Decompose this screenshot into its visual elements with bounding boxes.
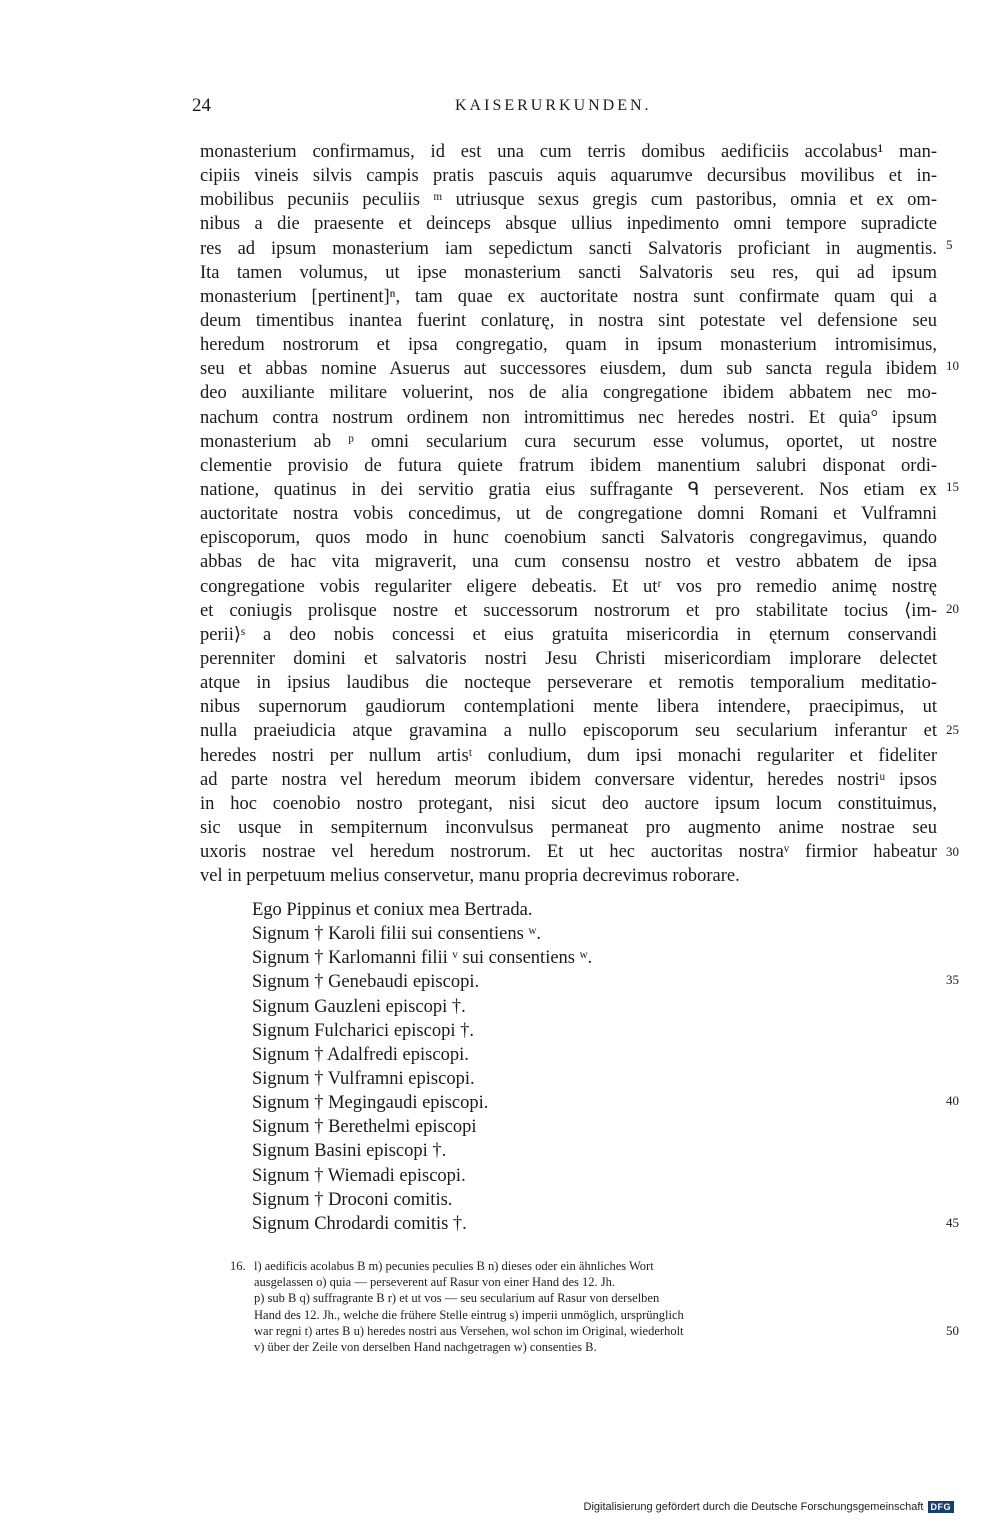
margin-line-number: 45 [946, 1215, 959, 1230]
margin-line-number: 20 [946, 601, 959, 616]
dfg-logo-icon: DFG [928, 1501, 955, 1513]
footnote-line: p) sub B q) suffragrante B r) et ut vos — seu secularium auf Rasur von derselben [254, 1291, 660, 1306]
signature-block [252, 898, 592, 1236]
signature-line: Signum † Genebaudi episcopi. [252, 972, 480, 993]
signature-line: Ego Pippinus et coniux mea Bertrada. [252, 900, 533, 920]
margin-line-number: 50 [946, 1323, 959, 1338]
signature-line: Signum † Vulframni episcopi. [252, 1068, 475, 1089]
signature-line: Signum Chrodardi comitis †. [252, 1213, 467, 1234]
signature-line: Signum † Megingaudi episcopi. [252, 1093, 489, 1114]
footnotes [230, 1258, 944, 1355]
footnote-document-tag: 16. [230, 1259, 246, 1273]
footnote-line: l) aedificis acolabus B m) pecunies peculies B n) dieses oder ein ähnliches Wort [254, 1259, 654, 1273]
body-line: heredum nostrorum et ipsa congregatio, quam in ipsum monasterium intromisimus, [200, 335, 937, 356]
body-line: seu et abbas nomine Asuerus aut successores eiusdem, dum sub sancta regula ibidem [200, 359, 937, 380]
signature-line: Signum † Berethelmi episcopi [252, 1117, 477, 1138]
margin-line-number: 40 [946, 1093, 959, 1108]
margin-line-number: 25 [946, 722, 959, 737]
footnote-line: v) über der Zeile von derselben Hand nachgetragen w) consenties B. [254, 1340, 597, 1355]
page-number: 24 [192, 95, 211, 116]
running-head: KAISERURKUNDEN. [455, 97, 652, 114]
body-line: mobilibus pecuniis peculiis ᵐ utriusque sexus gregis cum pastoribus, omnia et ex om- [200, 190, 937, 211]
signature-line: Signum Basini episcopi †. [252, 1141, 447, 1162]
body-line: cipiis vineis silvis campis pratis pascuis aquis aquarumve decursibus movilibus et in- [200, 166, 937, 187]
body-line: uxoris nostrae vel heredum nostrorum. Et ut hec auctoritas nostraᵛ firmior habeatur [200, 842, 937, 863]
body-line: sic usque in sempiternum inconvulsus permaneat pro augmento anime nostrae seu [200, 817, 937, 838]
body-line: heredes nostri per nullum artisᵗ conludium, dum ipsi monachi regulariter et fideliter [200, 745, 937, 766]
body-line: perii⟩ˢ a deo nobis concessi et eius gratuita misericordia in ęternum conservandi [200, 624, 937, 645]
body-line: episcoporum, quos modo in hunc coenobium sancti Salvatoris congregavimus, quando [200, 528, 937, 549]
signature-line: Signum † Droconi comitis. [252, 1189, 453, 1210]
body-line: monasterium ab ᵖ omni secularium cura securum esse volumus, oportet, ut nostre [200, 431, 937, 452]
signature-line: Signum † Karoli filii sui consentiens ʷ. [252, 924, 541, 945]
signature-line: Signum † Adalfredi episcopi. [252, 1044, 469, 1065]
body-line: nulla praeiudicia atque gravamina a nullo episcoporum seu secularium inferantur et [200, 721, 937, 742]
body-line: monasterium [pertinent]ⁿ, tam quae ex auctoritate nostra sunt confirmate quam qui a [200, 286, 937, 307]
body-line: perenniter domini et salvatoris nostri Jesu Christi misericordiam implorare delectet [200, 648, 937, 669]
margin-line-number: 5 [946, 237, 953, 252]
body-line: in hoc coenobio nostro protegant, nisi sicut deo auctore ipsum locum constituimus, [200, 793, 937, 814]
credit-text: Digitalisierung gefördert durch die Deutsche Forschungsgemeinschaft [583, 1501, 924, 1513]
body-line: ad parte nostra vel heredum meorum ibidem conversare videntur, heredes nostriᵘ ipsos [200, 769, 937, 790]
margin-line-number: 30 [946, 844, 959, 859]
body-line: natione, quatinus in dei servitio gratia eius suffragante ᑫ perseverent. Nos etiam ex [200, 479, 937, 500]
footnote-line: ausgelassen o) quia — perseverent auf Rasur von einer Hand des 12. Jh. [254, 1275, 616, 1290]
body-line: atque in ipsius laudibus die nocteque perseverare et remotis temporalium meditatio- [200, 673, 937, 694]
body-line: congregatione vobis regulariter eligere debeatis. Et utʳ vos pro remedio animę nostrę [200, 576, 937, 597]
footnote-line: war regni t) artes B u) heredes nostri aus Versehen, wol schon im Original, wiederholt [254, 1323, 684, 1338]
body-line: clementie provisio de futura quiete fratrum ibidem manentium salubri disponat ordi- [200, 455, 937, 476]
body-line: res ad ipsum monasterium iam sepedictum sancti Salvatoris proficiant in augmentis. [200, 238, 937, 259]
signature-line: Signum † Karlomanni filii ᵛ sui consentiens ʷ. [252, 948, 593, 969]
digitization-credit [584, 1501, 954, 1513]
body-line: monasterium confirmamus, id est una cum terris domibus aedificiis accolabus¹ man- [200, 142, 937, 162]
body-line: vel in perpetuum melius conservetur, manu propria decrevimus roborare. [200, 866, 740, 887]
body-line: nibus a die praesente et deinceps absque ullius inpedimento omni tempore supradicte [200, 214, 937, 235]
margin-line-number: 15 [946, 479, 959, 494]
margin-line-number: 10 [946, 358, 959, 373]
body-text [200, 140, 937, 888]
signature-line: Signum † Wiemadi episcopi. [252, 1165, 466, 1186]
body-line: et coniugis prolisque nostre et successorum nostrorum et pro stabilitate tocius ⟨im- [200, 600, 937, 621]
footnote-line: Hand des 12. Jh., welche die frühere Stelle eintrug s) imperii unmöglich, ursprünglich [254, 1307, 684, 1322]
body-line: deo auxiliante militare voluerint, nos de alia congregatione ibidem abbatem nec mo- [200, 383, 937, 404]
body-line: nachum contra nostrum ordinem non intromittimus nec heredes nostri. Et quia° ipsum [200, 407, 937, 428]
body-line: auctoritate nostra vobis concedimus, ut de congregatione domni Romani et Vulframni [200, 504, 937, 525]
margin-line-number: 35 [946, 972, 959, 987]
body-line: Ita tamen volumus, ut ipse monasterium sancti Salvatoris seu res, qui ad ipsum [200, 262, 937, 283]
body-line: deum timentibus inantea fuerint conlaturę, in nostra sint potestate vel defensione seu [200, 310, 937, 331]
signature-line: Signum Fulcharici episcopi †. [252, 1020, 474, 1041]
body-line: abbas de hac vita migraverit, una cum consensu nostro et vestro abbatem de ipsa [200, 552, 937, 573]
signature-line: Signum Gauzleni episcopi †. [252, 996, 466, 1017]
body-line: nibus supernorum gaudiorum contemplationi mente libera intendere, praecipimus, ut [200, 697, 937, 718]
